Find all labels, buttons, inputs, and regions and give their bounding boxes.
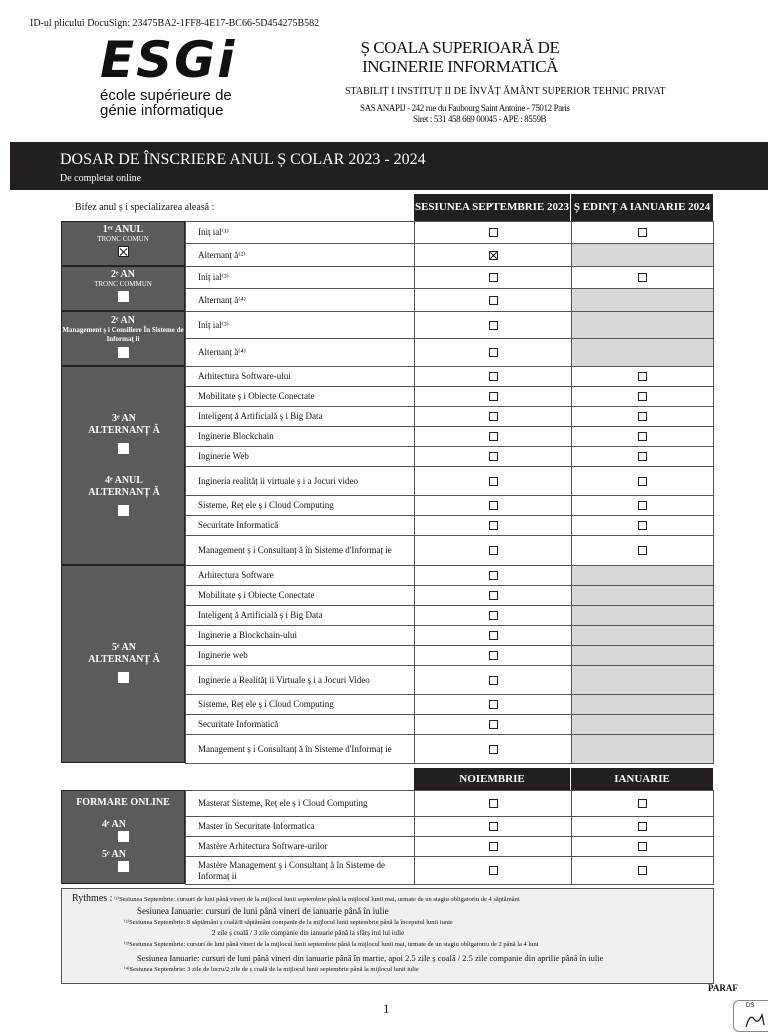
online-year4-label: 4ᵉ AN — [102, 819, 126, 830]
checkbox[interactable] — [638, 799, 647, 808]
checkbox[interactable] — [489, 251, 498, 260]
y5-row-sept-cell-3 — [414, 625, 572, 646]
y34-row-sept-cell-1 — [414, 386, 572, 407]
checkbox[interactable] — [489, 348, 498, 357]
rhythm-note-3: ⁽³⁾Sesiunea Septembrie: cursuri de luni până vineri de la mijlocul lunii septembrie până la mijlocul lunii mai, urmate de un stagiu obligatoriu de 2 până la 4 luni — [124, 941, 539, 948]
checkbox[interactable] — [489, 700, 498, 709]
y5-row-label-1: Mobilitate ș i Obiecte Conectate — [185, 585, 415, 606]
rhythm-note-2b: 2 zile ș coală / 3 zile companie din ianuarie până la sfârș itul lui iulie — [212, 929, 405, 937]
checkbox[interactable] — [489, 546, 498, 555]
y5-row-sept-cell-2 — [414, 605, 572, 626]
online-year4-checkbox[interactable] — [118, 831, 129, 842]
y5-row-label-8: Management ș i Consultanț ă în Sisteme d'Informaț ie — [185, 734, 415, 764]
section-year2-sub: TRONC COMMUN — [94, 280, 152, 288]
logo-subtitle-line2: génie informatique — [100, 102, 224, 119]
y5-row-sept-cell-1 — [414, 585, 572, 606]
initial-row-label-5: Alternanț ă⁽⁴⁾ — [185, 338, 415, 367]
online-row-ian-cell-3 — [571, 856, 714, 885]
initial-row-sept-cell-0 — [414, 221, 572, 244]
checkbox[interactable] — [489, 591, 498, 600]
y34-row-label-3: Inginerie Blockchain — [185, 426, 415, 447]
y34-row-ian-cell-5 — [571, 466, 714, 496]
form-subtitle: De completat online — [60, 173, 142, 184]
initial-row-sept-cell-1 — [414, 243, 572, 267]
checkbox[interactable] — [638, 546, 647, 555]
esgi-logo — [100, 32, 240, 118]
y34-row-label-0: Arhitectura Software-ului — [185, 366, 415, 387]
form-title: DOSAR DE ÎNSCRIERE ANUL Ș COLAR 2023 - 2024 — [60, 151, 426, 168]
y34-row-label-2: Inteligenț ă Artificială ș i Big Data — [185, 406, 415, 427]
section-year1 — [61, 221, 185, 266]
ds-mark: DS — [746, 1003, 755, 1009]
initial-row-sept-cell-3 — [414, 288, 572, 312]
initial-row-sept-cell-4 — [414, 311, 572, 339]
y34-row-label-8: Management ș i Consultanț ă în Sisteme d'Informaț ie — [185, 535, 415, 566]
year2m-checkbox[interactable] — [118, 347, 129, 358]
y34-row-ian-cell-0 — [571, 366, 714, 387]
checkbox[interactable] — [489, 273, 498, 282]
docusign-envelope-id: ID-ul plicului DocuSign: 23475BA2-1FF8-4E17-BC66-5D454275B582 — [30, 18, 320, 29]
y5-row-sept-cell-8 — [414, 734, 572, 764]
checkbox[interactable] — [489, 412, 498, 421]
y34-row-sept-cell-4 — [414, 446, 572, 467]
checkbox[interactable] — [489, 477, 498, 486]
section-online-title: FORMARE ONLINE — [76, 797, 170, 808]
section-year1-sub: TRONC COMUN — [97, 235, 149, 243]
y34-row-sept-cell-7 — [414, 515, 572, 536]
online-row-sept-cell-0 — [414, 790, 572, 817]
checkbox[interactable] — [638, 452, 647, 461]
rhythms-label: Rythmes : — [72, 893, 113, 904]
checkbox[interactable] — [489, 372, 498, 381]
section-year1-title: 1ᵉʳ ANUL — [102, 224, 144, 235]
rhythm-note-4: ⁽⁴⁾Sesiunea Septembrie: 3 zile de lucru/2 zile de ș coală de la mijlocul lunii septembrie până la mijlocul lunii iulie — [124, 966, 419, 973]
section-year2m-title: 2ᵉ AN — [111, 315, 135, 326]
y34-row-label-4: Inginerie Web — [185, 446, 415, 467]
section-year3-4 — [61, 366, 185, 565]
online-row-label-1: Master în Securitate Informatica — [185, 816, 415, 837]
form-banner — [10, 142, 768, 190]
initial-row-sept-cell-5 — [414, 338, 572, 367]
initial-row-ian-cell-4 — [571, 311, 714, 339]
logo-subtitle-line1: école supérieure de — [100, 87, 232, 104]
year5-checkbox[interactable] — [118, 672, 129, 683]
col-header-november: NOIEMBRIE — [414, 768, 570, 790]
online-year5-checkbox[interactable] — [118, 861, 129, 872]
section-year2-management — [61, 311, 185, 366]
y34-row-label-5: Ingineria realităț ii virtuale ș i a Jocuri video — [185, 466, 415, 496]
online-row-label-0: Masterat Sisteme, Reț ele ș i Cloud Computing — [185, 790, 415, 817]
y34-row-label-6: Sisteme, Reț ele ș i Cloud Computing — [185, 495, 415, 516]
section-online — [61, 790, 185, 884]
checkbox[interactable] — [638, 392, 647, 401]
online-row-ian-cell-0 — [571, 790, 714, 817]
online-year5-label: 5ᵉ AN — [102, 849, 126, 860]
year4-checkbox[interactable] — [118, 505, 129, 516]
y34-row-label-1: Mobilitate ș i Obiecte Conectate — [185, 386, 415, 407]
rhythm-note-3b: Sesiunea Ianuarie: cursuri de luni până vineri din ianuarie până în martie, apoi 2.5 zile ș coală / 2.5 zile companie din aprilie până în iulie — [137, 953, 604, 963]
y5-row-label-6: Sisteme, Reț ele ș i Cloud Computing — [185, 694, 415, 715]
section-year2 — [61, 266, 185, 311]
y34-row-sept-cell-3 — [414, 426, 572, 447]
initial-row-ian-cell-1 — [571, 243, 714, 267]
y34-row-ian-cell-6 — [571, 495, 714, 516]
section-year5-title: 5ᵉ AN ALTERNANȚ Ă — [88, 642, 160, 665]
y5-row-label-4: Inginerie web — [185, 645, 415, 666]
section-year5 — [61, 565, 185, 763]
y5-row-ian-cell-4 — [571, 645, 714, 666]
y5-row-label-7: Securitate Informatică — [185, 714, 415, 735]
initial-row-label-1: Alternanț ă⁽²⁾ — [185, 243, 415, 267]
rhythm-note-1: ⁽¹⁾Sesiunea Septembrie: cursuri de luni până vineri de la mijlocul lunii septembrie până la mijlocul lunii mai, urmate de un stagiu obligatoriu de 4 săptămâni — [114, 896, 520, 903]
y34-row-sept-cell-0 — [414, 366, 572, 387]
y34-row-sept-cell-2 — [414, 406, 572, 427]
online-row-sept-cell-2 — [414, 836, 572, 857]
checkbox[interactable] — [638, 228, 647, 237]
checkbox[interactable] — [489, 799, 498, 808]
initial-row-ian-cell-0 — [571, 221, 714, 244]
signature-initials-icon — [734, 1001, 768, 1031]
checkbox[interactable] — [489, 842, 498, 851]
y5-row-sept-cell-5 — [414, 665, 572, 695]
checkbox[interactable] — [489, 720, 498, 729]
y5-row-ian-cell-5 — [571, 665, 714, 695]
checkbox[interactable] — [489, 432, 498, 441]
y5-row-ian-cell-0 — [571, 565, 714, 586]
initial-row-ian-cell-5 — [571, 338, 714, 367]
col-header-january: Ș EDINȚ A IANUARIE 2024 — [571, 194, 713, 221]
year1-checkbox[interactable] — [118, 246, 129, 257]
rhythm-note-1b: Sesiunea Ianuarie: cursuri de luni până vineri de ianuarie până în iulie — [137, 906, 389, 916]
school-siret: Siret : 531 458 669 00045 - APE : 8559B — [413, 114, 547, 124]
y5-row-label-2: Inteligenț ă Artificială ș i Big Data — [185, 605, 415, 626]
checkbox[interactable] — [638, 501, 647, 510]
y34-row-sept-cell-6 — [414, 495, 572, 516]
y5-row-ian-cell-8 — [571, 734, 714, 764]
y34-row-ian-cell-7 — [571, 515, 714, 536]
checkbox[interactable] — [489, 611, 498, 620]
docusign-initials-box[interactable] — [733, 1000, 768, 1032]
checkbox[interactable] — [489, 651, 498, 660]
y5-row-label-0: Arhitectura Software — [185, 565, 415, 586]
checkbox[interactable] — [638, 477, 647, 486]
checkbox[interactable] — [489, 571, 498, 580]
page-number: 1 — [383, 1001, 390, 1016]
y5-row-sept-cell-7 — [414, 714, 572, 735]
checkbox[interactable] — [489, 866, 498, 875]
school-title: Ș COALA SUPERIOARĂ DE INGINERIE INFORMATICĂ — [360, 38, 560, 76]
initial-row-ian-cell-3 — [571, 288, 714, 312]
initial-row-label-2: Iniț ial⁽³⁾ — [185, 266, 415, 289]
y34-row-sept-cell-8 — [414, 535, 572, 566]
paraf-label: PARAF — [708, 983, 738, 993]
y5-row-sept-cell-0 — [414, 565, 572, 586]
y5-row-label-5: Inginerie a Realităț ii Virtuale ș i a Jocuri Video — [185, 665, 415, 695]
y5-row-label-3: Inginerie a Blockchain-ului — [185, 625, 415, 646]
y34-row-ian-cell-2 — [571, 406, 714, 427]
y34-row-label-7: Securitate Informatică — [185, 515, 415, 536]
y34-row-ian-cell-4 — [571, 446, 714, 467]
y34-row-ian-cell-1 — [571, 386, 714, 407]
section-year4-title: 4ᵉ ANUL ALTERNANȚ Ă — [88, 475, 160, 498]
checkbox[interactable] — [489, 631, 498, 640]
checkbox[interactable] — [489, 521, 498, 530]
initial-row-label-4: Iniț ial⁽³⁾ — [185, 311, 415, 339]
y5-row-ian-cell-6 — [571, 694, 714, 715]
section-year3-title: 3ᵉ AN ALTERNANȚ Ă — [88, 413, 160, 436]
checkbox[interactable] — [489, 745, 498, 754]
checkbox[interactable] — [638, 521, 647, 530]
school-subtitle: STABILIȚ I INSTITUȚ II DE ÎNVĂȚ ĂMÂNT SUPERIOR TEHNIC PRIVAT — [345, 86, 666, 97]
checkbox[interactable] — [489, 452, 498, 461]
checkbox[interactable] — [638, 432, 647, 441]
section-year2m-sub: Management ș i Consiliere În Sisteme de Informaț ii — [62, 326, 184, 343]
y34-row-sept-cell-5 — [414, 466, 572, 496]
online-row-sept-cell-3 — [414, 856, 572, 885]
y5-row-ian-cell-2 — [571, 605, 714, 626]
initial-row-sept-cell-2 — [414, 266, 572, 289]
checkbox[interactable] — [489, 822, 498, 831]
online-row-label-3: Mastère Management ș i Consultanț ă în Sisteme de Informaț ii — [185, 856, 415, 885]
col-header-january-online: IANUARIE — [571, 768, 713, 790]
school-address: SAS ANAPIJ - 242 rue du Faubourg Saint Antoine - 75012 Paris — [360, 103, 570, 113]
checkbox[interactable] — [638, 822, 647, 831]
checkbox[interactable] — [638, 273, 647, 282]
checkbox[interactable] — [489, 296, 498, 305]
online-row-ian-cell-1 — [571, 816, 714, 837]
checkbox[interactable] — [489, 501, 498, 510]
checkbox[interactable] — [638, 866, 647, 875]
y34-row-ian-cell-3 — [571, 426, 714, 447]
online-row-sept-cell-1 — [414, 816, 572, 837]
y5-row-ian-cell-3 — [571, 625, 714, 646]
y5-row-sept-cell-4 — [414, 645, 572, 666]
checkbox[interactable] — [638, 412, 647, 421]
online-row-label-2: Mastère Arhitectura Software-urilor — [185, 836, 415, 857]
checkbox[interactable] — [489, 228, 498, 237]
initial-row-label-3: Alternanț ă⁽⁴⁾ — [185, 288, 415, 312]
y5-row-sept-cell-6 — [414, 694, 572, 715]
initial-row-ian-cell-2 — [571, 266, 714, 289]
online-row-ian-cell-2 — [571, 836, 714, 857]
checkbox[interactable] — [489, 676, 498, 685]
logo-wordmark: ESGi — [100, 31, 237, 89]
checkbox[interactable] — [489, 392, 498, 401]
section-year2-title: 2ᵉ AN — [111, 269, 135, 280]
checkbox[interactable] — [638, 842, 647, 851]
y5-row-ian-cell-1 — [571, 585, 714, 606]
checkbox[interactable] — [638, 372, 647, 381]
rhythms-notes — [61, 888, 714, 984]
instruction-text: Bifez anul ș i specializarea aleasă : — [75, 202, 215, 213]
col-header-september: SESIUNEA SEPTEMBRIE 2023 — [414, 194, 570, 221]
year3-checkbox[interactable] — [118, 443, 129, 454]
initial-row-label-0: Iniț ial⁽¹⁾ — [185, 221, 415, 244]
rhythm-note-2: ⁽²⁾Sesiunea Septembrie: 8 săptămâni ș coală/8 săptămâni companie de la mijlocul lunii septembrie până la începutul lunii iunie — [124, 919, 453, 926]
year2-checkbox[interactable] — [118, 291, 129, 302]
y34-row-ian-cell-8 — [571, 535, 714, 566]
y5-row-ian-cell-7 — [571, 714, 714, 735]
checkbox[interactable] — [489, 321, 498, 330]
